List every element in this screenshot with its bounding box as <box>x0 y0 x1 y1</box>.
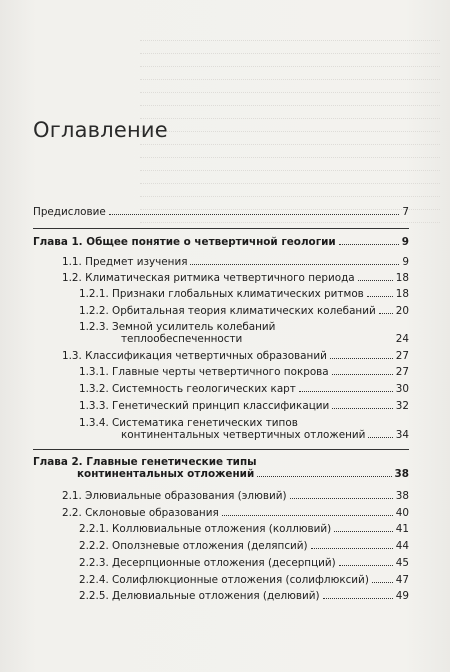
toc-page: 41 <box>395 523 409 535</box>
toc-entry-1-3-4-line1[interactable] <box>79 417 409 429</box>
toc-entry-2-2-3[interactable] <box>79 557 409 569</box>
toc-page: 24 <box>395 333 409 345</box>
divider <box>33 449 409 450</box>
toc-label: Глава 1. Общее понятие о четвертичной геологии <box>33 236 336 248</box>
dot-leader <box>330 358 393 359</box>
toc-entry-1-3-4-line2[interactable] <box>121 429 409 441</box>
dot-leader <box>367 296 393 297</box>
dot-leader <box>109 214 400 215</box>
toc-label: 2.2.2. Оползневые отложения (деляпсий) <box>79 540 308 552</box>
dot-leader <box>332 374 393 375</box>
toc-page: 49 <box>395 590 409 602</box>
toc-page: 9 <box>402 256 409 268</box>
toc-page: 30 <box>395 383 409 395</box>
toc-page: 38 <box>395 490 409 502</box>
dot-leader <box>372 582 393 583</box>
toc-label: 1.3.2. Системность геологических карт <box>79 383 296 395</box>
toc-label: 2.2.4. Солифлюкционные отложения (солифлюксий) <box>79 574 369 586</box>
toc-page: 27 <box>395 366 409 378</box>
toc-page: 18 <box>395 272 409 284</box>
toc-entry-2-1[interactable] <box>62 490 409 502</box>
toc-label: 1.1. Предмет изучения <box>62 256 188 268</box>
dot-leader <box>290 498 393 499</box>
toc-label: 1.3.4. Систематика генетических типов <box>79 417 298 429</box>
toc-page: 27 <box>395 350 409 362</box>
toc-label: 2.2.5. Делювиальные отложения (делювий) <box>79 590 320 602</box>
toc-page: 45 <box>395 557 409 569</box>
toc-entry-1-2-2[interactable] <box>79 305 409 317</box>
toc-entry-2-2-5[interactable] <box>79 590 409 602</box>
dot-leader <box>257 476 391 477</box>
toc-label: континентальных отложений <box>77 468 255 480</box>
dot-leader <box>339 244 399 245</box>
page-title: Оглавление <box>33 118 168 142</box>
dot-leader <box>311 548 393 549</box>
toc-entry-1-2-3-line2[interactable] <box>121 333 409 345</box>
toc-entry-2-2-2[interactable] <box>79 540 409 552</box>
toc-label: 1.2. Климатическая ритмика четвертичного периода <box>62 272 355 284</box>
toc-page: 7 <box>402 206 409 218</box>
toc-entry-2-2-4[interactable] <box>79 574 409 586</box>
toc-entry-1-2[interactable] <box>62 272 409 284</box>
toc-entry-chapter-2-line2[interactable] <box>77 468 409 480</box>
toc-label: 2.2.3. Десерпционные отложения (десерпций) <box>79 557 336 569</box>
dot-leader <box>379 313 393 314</box>
toc-entry-1-1[interactable] <box>62 256 409 268</box>
dot-leader <box>323 598 393 599</box>
toc-entry-chapter-2-line1[interactable] <box>33 456 409 468</box>
toc-entry-1-3-3[interactable] <box>79 400 409 412</box>
toc-label: 1.3.1. Главные черты четвертичного покрова <box>79 366 329 378</box>
toc-page: 47 <box>395 574 409 586</box>
toc-label: континентальных четвертичных отложений <box>121 429 366 441</box>
toc-label: 2.1. Элювиальные образования (элювий) <box>62 490 287 502</box>
toc-page: 44 <box>395 540 409 552</box>
toc-label: Предисловие <box>33 206 106 218</box>
toc-page: 18 <box>395 288 409 300</box>
toc-label: Глава 2. Главные генетические типы <box>33 456 257 468</box>
toc-entry-2-2-1[interactable] <box>79 523 409 535</box>
dot-leader <box>368 437 392 438</box>
toc-entry-preface[interactable] <box>33 206 409 218</box>
toc-label: 2.2. Склоновые образования <box>62 507 219 519</box>
toc-label: 2.2.1. Коллювиальные отложения (коллювий) <box>79 523 332 535</box>
toc-entry-2-2[interactable] <box>62 507 409 519</box>
toc-page: 32 <box>395 400 409 412</box>
toc-entry-1-2-1[interactable] <box>79 288 409 300</box>
toc-page: 9 <box>401 236 409 248</box>
toc-page: 20 <box>395 305 409 317</box>
show-through-text <box>140 30 440 225</box>
toc-label: теплообеспеченности <box>121 333 243 345</box>
dot-leader <box>190 264 399 265</box>
toc-page: 34 <box>395 429 409 441</box>
dot-leader <box>339 565 393 566</box>
toc-label: 1.2.3. Земной усилитель колебаний <box>79 321 276 333</box>
toc-label: 1.3.3. Генетический принцип классификации <box>79 400 330 412</box>
dot-leader <box>334 531 393 532</box>
toc-page: 40 <box>395 507 409 519</box>
dot-leader <box>299 391 393 392</box>
toc-entry-1-2-3-line1[interactable] <box>79 321 409 333</box>
toc-label: 1.2.1. Признаки глобальных климатических ритмов <box>79 288 364 300</box>
divider <box>33 228 409 229</box>
dot-leader <box>358 280 393 281</box>
toc-label: 1.3. Классификация четвертичных образований <box>62 350 327 362</box>
toc-entry-1-3-2[interactable] <box>79 383 409 395</box>
dot-leader <box>222 515 393 516</box>
toc-page: 38 <box>394 468 409 480</box>
toc-entry-1-3[interactable] <box>62 350 409 362</box>
toc-label: 1.2.2. Орбитальная теория климатических колебаний <box>79 305 376 317</box>
dot-leader <box>332 408 392 409</box>
toc-entry-chapter-1[interactable] <box>33 236 409 248</box>
toc-entry-1-3-1[interactable] <box>79 366 409 378</box>
